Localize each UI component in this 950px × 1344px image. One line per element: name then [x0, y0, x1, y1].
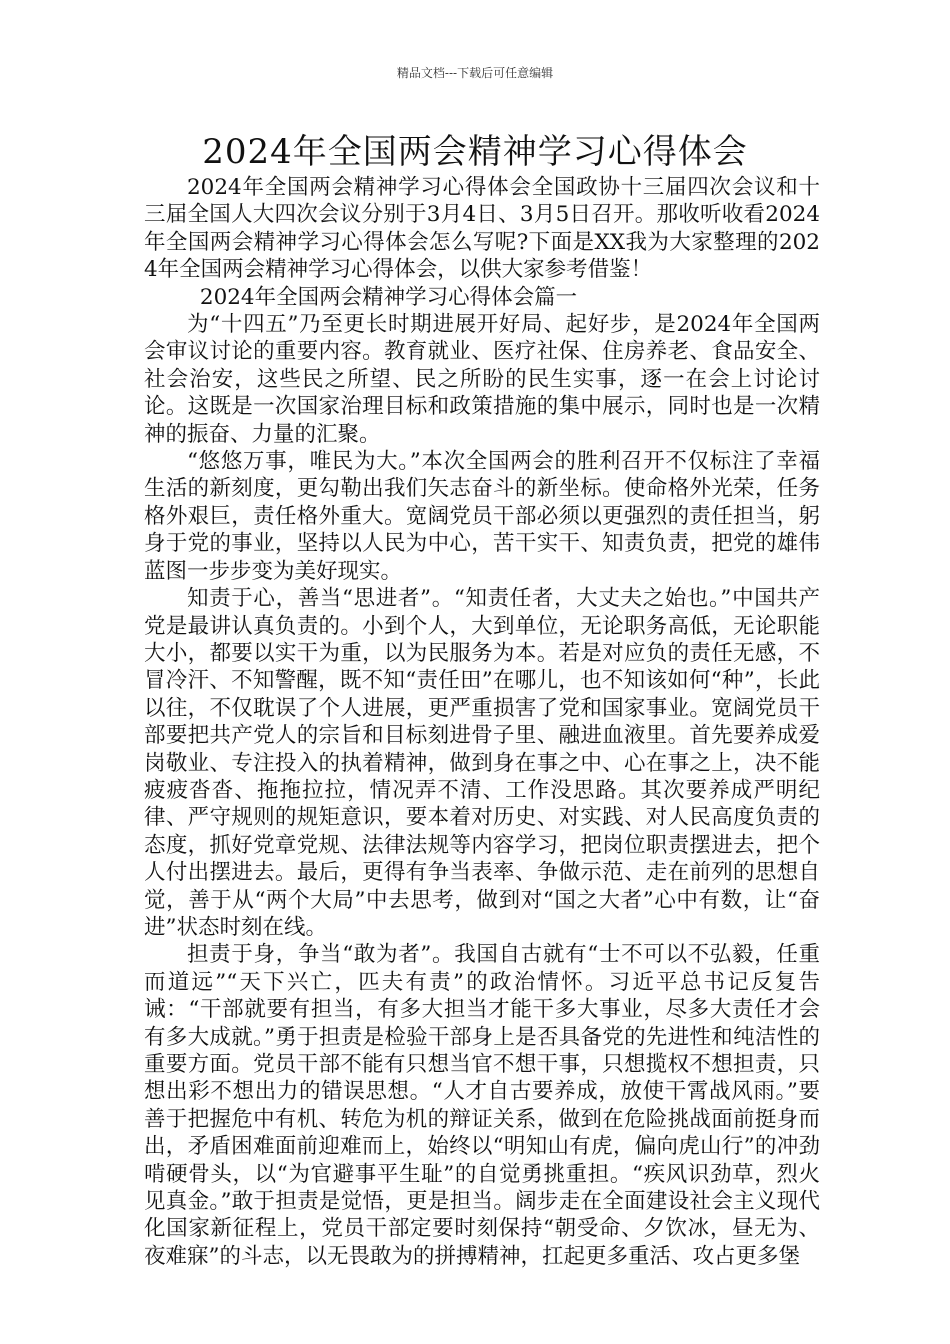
body-paragraph: 知责于心，善当“思进者”。“知责任者，大丈夫之始也。”中国共产党是最讲认真负责的。小到个人，大到单位，无论职务高低，无论职能大小，都要以实干为重，以为民服务为本。若是对应负的责任无感，不冒冷汗、不知警醒，既不知“责任田”在哪儿，也不知该如何“种”，长此以往，不仅耽误了个人进展，更严重损害了党和国家事业。宽阔党员干部要把共产党人的宗旨和目标刻进骨子里、融进血液里。首先要养成爱岗敬业、专注投入的执着精神，做到身在事之中、心在事之上，决不能疲疲沓沓、拖拖拉拉，情况弄不清、工作没思路。其次要养成严明纪律、严守规则的规矩意识，要本着对历史、对实践、对人民高度负责的态度，抓好党章党规、法律法规等内容学习，把岗位职责摆进去，把个人付出摆进去。最后，更得有争当表率、争做示范、走在前列的思想自觉，善于从“两个大局”中去思考，做到对“国之大者”心中有数，让“奋进”状态时刻在线。 [144, 586, 820, 940]
body-paragraph: “悠悠万事，唯民为大。”本次全国两会的胜利召开不仅标注了幸福生活的新刻度，更勾勒出我们矢志奋斗的新坐标。使命格外光荣，任务格外艰巨，责任格外重大。宽阔党员干部必须以更强烈的责任担当，躬身于党的事业，坚持以人民为中心，苦干实干、知责负责，把党的雄伟蓝图一步步变为美好现实。 [144, 449, 820, 584]
section-heading: 2024年全国两会精神学习心得体会篇一 [199, 284, 578, 310]
body-paragraph: 为“十四五”乃至更长时期进展开好局、起好步，是2024年全国两会审议讨论的重要内容。教育就业、医疗社保、住房养老、食品安全、社会治安，这些民之所望、民之所盼的民生实事，逐一在会上讨论讨论。这既是一次国家治理目标和政策措施的集中展示，同时也是一次精神的振奋、力量的汇聚。 [144, 312, 820, 447]
document-body [144, 174, 820, 1270]
intro-paragraph: 2024年全国两会精神学习心得体会全国政协十三届四次会议和十三届全国人大四次会议分别于3月4日、3月5日召开。那收听收看2024年全国两会精神学习心得体会怎么写呢?下面是XX我为大家整理的2024年全国两会精神学习心得体会，以供大家参考借鉴！ [144, 175, 820, 283]
body-paragraph: 担责于身，争当“敢为者”。我国自古就有“士不可以不弘毅，任重而道远”“天下兴亡，匹夫有责”的政治情怀。习近平总书记反复告诫：“干部就要有担当，有多大担当才能干多大事业，尽多大责任才会有多大成就。”勇于担责是检验干部身上是否具备党的先进性和纯洁性的重要方面。党员干部不能有只想当官不想干事，只想揽权不想担责，只想出彩不想出力的错误思想。“人才自古要养成，放使干霄战风雨。”要善于把握危中有机、转危为机的辩证关系，做到在危险挑战面前挺身而出，矛盾困难面前迎难而上，始终以“明知山有虎，偏向虎山行”的冲劲啃硬骨头，以“为官避事平生耻”的自觉勇挑重担。“疾风识劲草，烈火见真金。”敢于担责是觉悟，更是担当。阔步走在全面建设社会主义现代化国家新征程上，党员干部定要时刻保持“朝受命、夕饮冰，昼无为、夜难寐”的斗志，以无畏敢为的拼搏精神，扛起更多重活、攻占更多堡 [144, 942, 820, 1269]
page-header-watermark: 精品文档---下载后可任意编辑 [396, 66, 554, 80]
document-title: 2024年全国两会精神学习心得体会 [202, 132, 748, 172]
